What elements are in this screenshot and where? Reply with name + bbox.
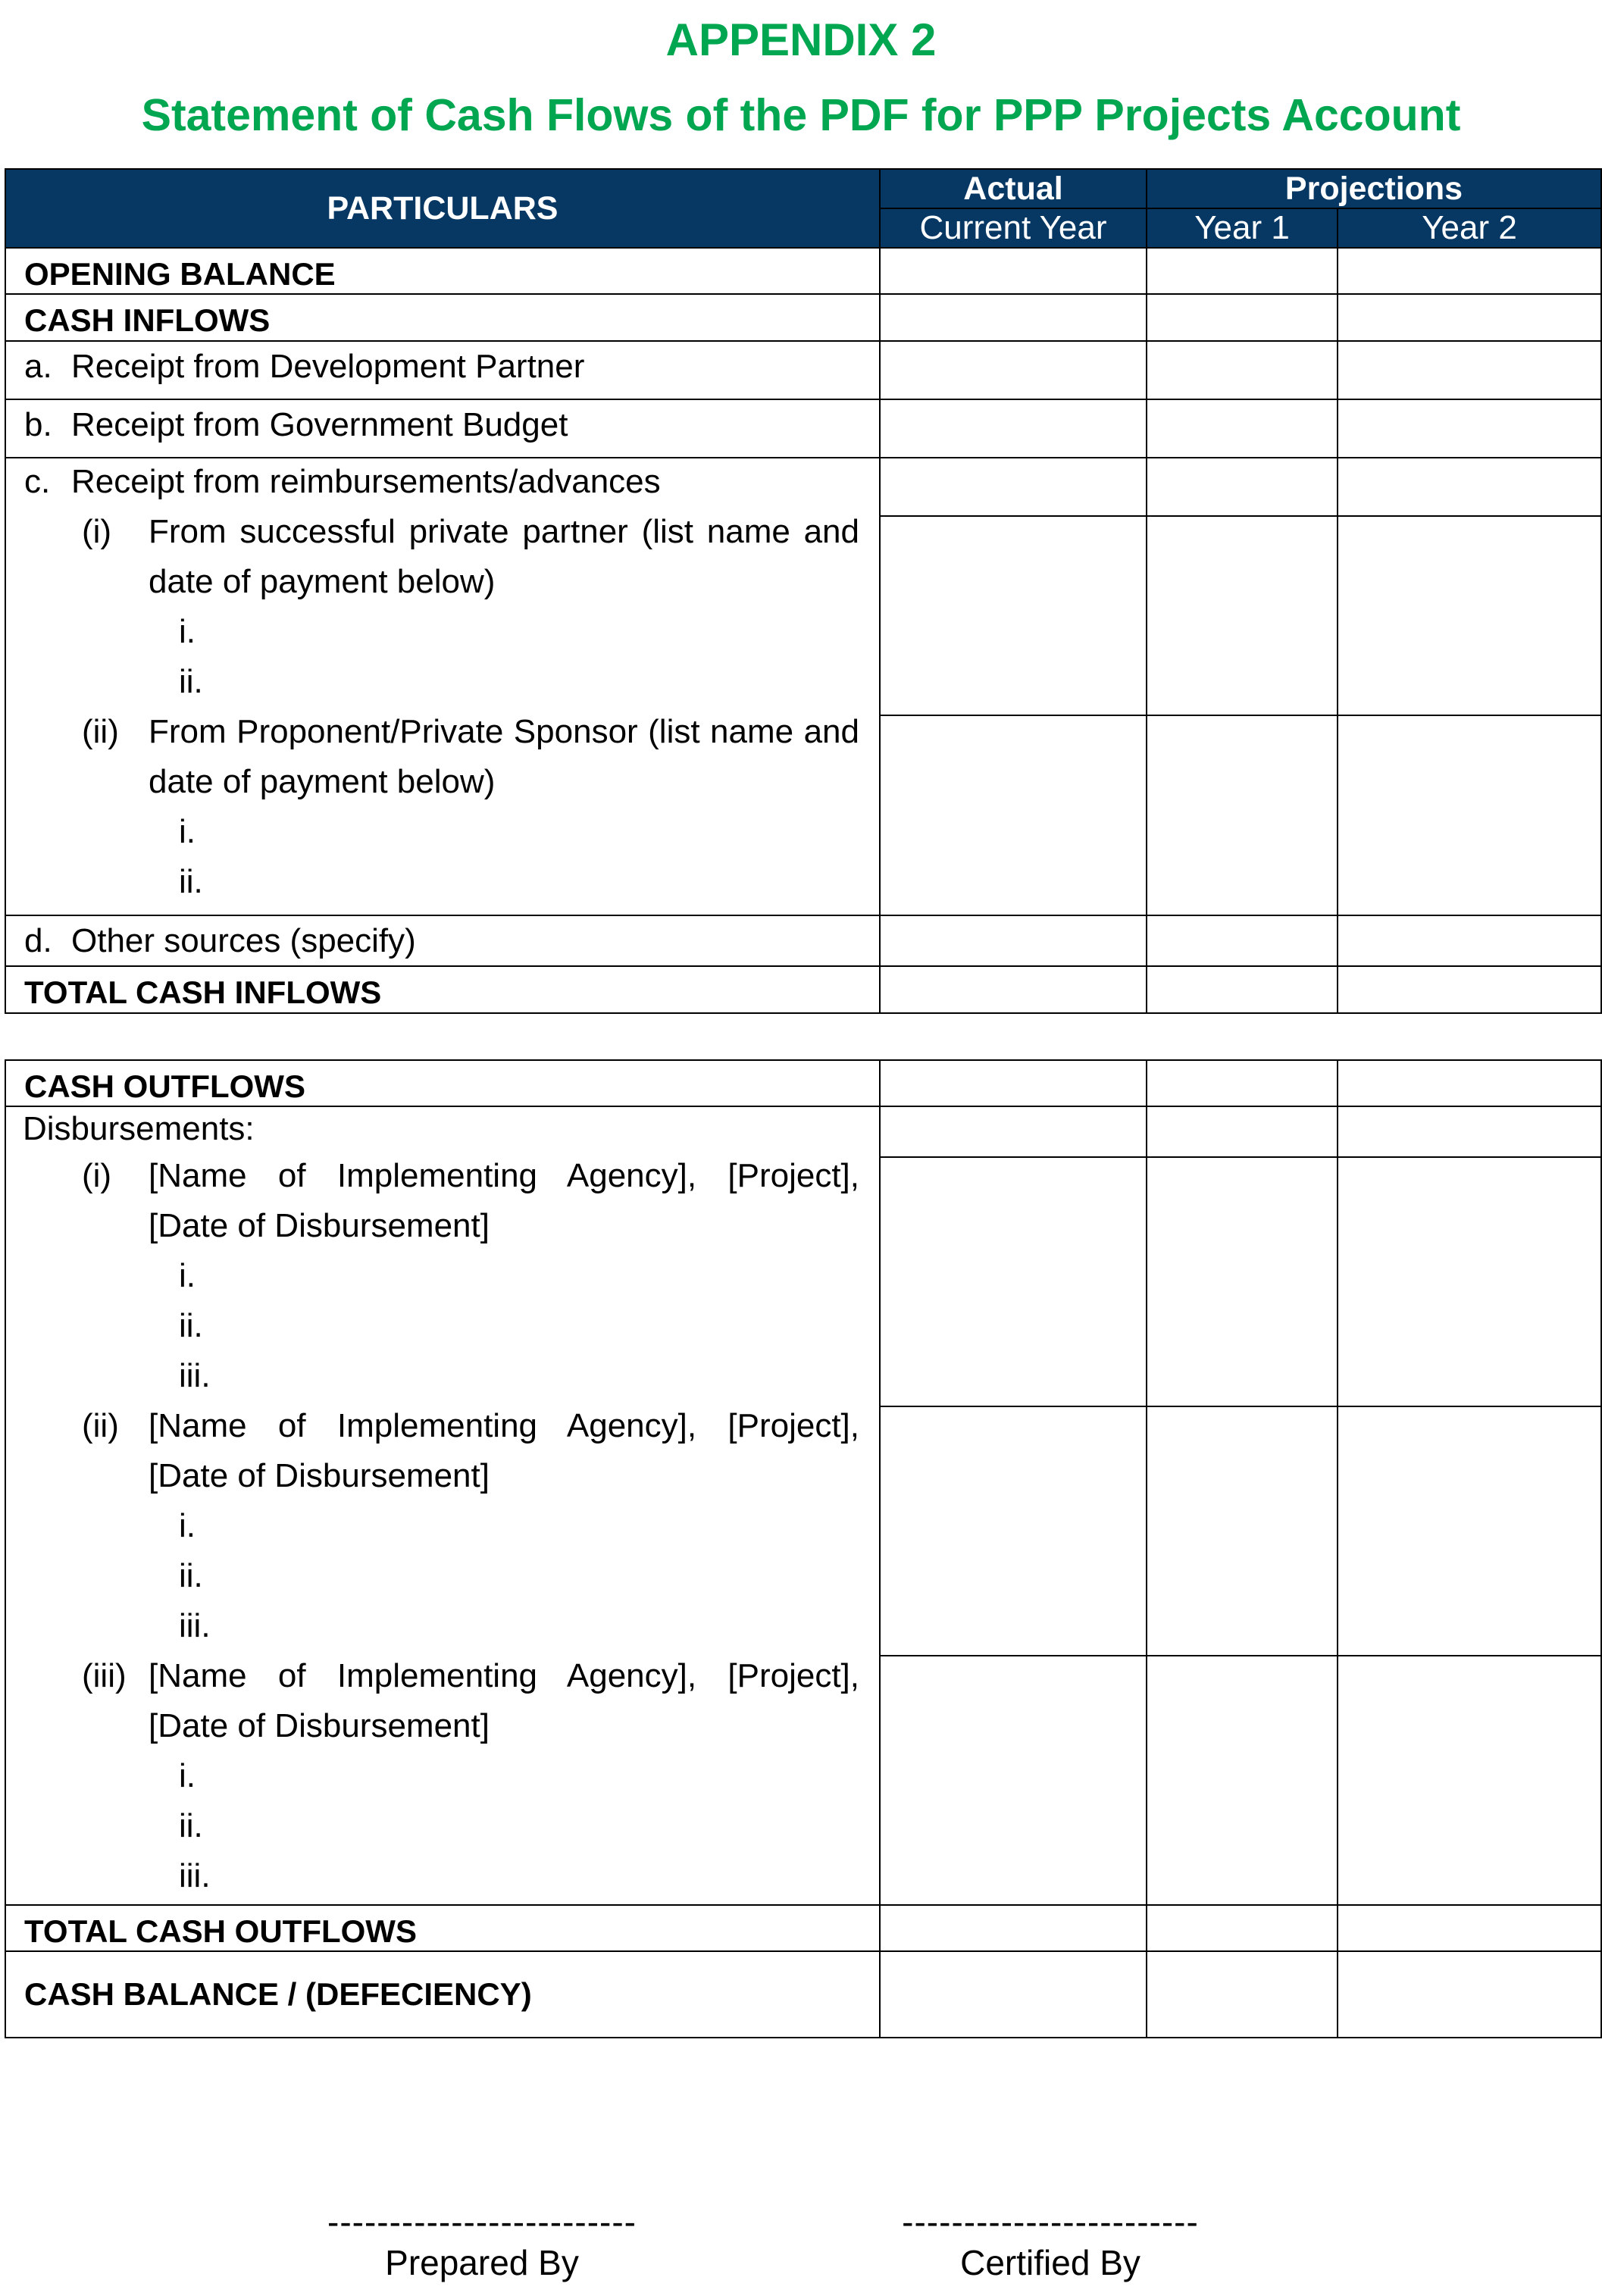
cash-balance-label: CASH BALANCE / (DEFECIENCY): [5, 1951, 880, 2038]
input-cell[interactable]: [1338, 341, 1601, 399]
row-label: Receipt from Government Budget: [71, 406, 568, 443]
input-cell[interactable]: [1338, 399, 1601, 458]
input-cell[interactable]: [1147, 248, 1338, 294]
roman-ii: ii.: [179, 1557, 203, 1594]
table-row: [5, 915, 1601, 966]
row-index: d.: [24, 922, 52, 959]
table-row: [5, 458, 1601, 516]
roman-i: i.: [179, 813, 196, 850]
input-cell[interactable]: [880, 966, 1147, 1013]
table-row: [5, 341, 1601, 399]
input-cell[interactable]: [880, 1406, 1147, 1656]
header-actual: Actual: [880, 169, 1147, 208]
successful-partner-item: [6, 507, 879, 607]
input-cell[interactable]: [1338, 1951, 1601, 2038]
table-row: [5, 1951, 1601, 2038]
header-particulars: PARTICULARS: [5, 169, 880, 248]
input-cell[interactable]: [1147, 1905, 1338, 1951]
certified-by-block: [861, 2201, 1240, 2283]
input-cell[interactable]: [880, 1157, 1147, 1406]
receipt-government-budget: [5, 399, 880, 458]
input-cell[interactable]: [1338, 458, 1601, 516]
disbursement-items: [6, 1151, 879, 1901]
disbursements-label: Disbursements:: [23, 1110, 255, 1147]
table-row: [5, 1905, 1601, 1951]
signature-line: ------------------------: [902, 2202, 1199, 2241]
input-cell[interactable]: [880, 1905, 1147, 1951]
roman-ii: ii.: [179, 663, 203, 700]
receipt-reimbursements: [5, 458, 880, 915]
input-cell[interactable]: [880, 1951, 1147, 2038]
row-label: Other sources (specify): [71, 922, 416, 959]
statement-title: Statement of Cash Flows of the PDF for PPP Projects Account: [141, 90, 1461, 140]
receipt-development-partner: [5, 341, 880, 399]
roman-i: i.: [179, 1257, 196, 1294]
table-row: [5, 966, 1601, 1013]
input-cell[interactable]: [880, 1656, 1147, 1905]
opening-balance-label: OPENING BALANCE: [5, 248, 880, 294]
input-cell[interactable]: [1147, 516, 1338, 715]
input-cell[interactable]: [880, 294, 1147, 341]
row-label: Receipt from Development Partner: [71, 348, 585, 385]
input-cell[interactable]: [1338, 516, 1601, 715]
input-cell[interactable]: [1147, 1157, 1338, 1406]
row-label: From Proponent/Private Sponsor (list name and date of payment below): [149, 713, 859, 800]
disbursement-item: [6, 1401, 879, 1501]
input-cell[interactable]: [1147, 1060, 1338, 1106]
header-year-2: Year 2: [1338, 208, 1601, 248]
input-cell[interactable]: [1338, 1060, 1601, 1106]
header-projections: Projections: [1147, 169, 1601, 208]
header-current-year: Current Year: [880, 208, 1147, 248]
row-index: (i): [82, 513, 112, 550]
total-cash-outflows-label: TOTAL CASH OUTFLOWS: [5, 1905, 880, 1951]
input-cell[interactable]: [1338, 1656, 1601, 1905]
roman-i: i.: [179, 1757, 196, 1794]
input-cell[interactable]: [1338, 1157, 1601, 1406]
cash-outflows-label: CASH OUTFLOWS: [5, 1060, 880, 1106]
input-cell[interactable]: [1338, 1905, 1601, 1951]
row-index: a.: [24, 348, 52, 385]
row-index: (ii): [82, 713, 119, 750]
roman-i: i.: [179, 613, 196, 650]
certified-by-label: Certified By: [960, 2243, 1140, 2282]
roman-ii: ii.: [179, 863, 203, 900]
row-label: [Name of Implementing Agency], [Project], [Date of Disbursement]: [149, 1407, 859, 1494]
input-cell[interactable]: [1338, 248, 1601, 294]
row-index: b.: [24, 406, 52, 443]
input-cell[interactable]: [1147, 1106, 1338, 1157]
roman-ii: ii.: [179, 1807, 203, 1844]
total-cash-inflows-label: TOTAL CASH INFLOWS: [5, 966, 880, 1013]
input-cell[interactable]: [1338, 915, 1601, 966]
cash-flow-table: [5, 168, 1602, 2038]
roman-iii: iii.: [179, 1357, 211, 1394]
input-cell[interactable]: [880, 915, 1147, 966]
other-sources: [5, 915, 880, 966]
input-cell[interactable]: [1338, 1106, 1601, 1157]
row-label: [Name of Implementing Agency], [Project], [Date of Disbursement]: [149, 1657, 859, 1744]
disbursements-cell: [5, 1106, 880, 1905]
row-index: (iii): [82, 1657, 127, 1694]
input-cell[interactable]: [1338, 715, 1601, 915]
table-row: [5, 248, 1601, 294]
input-cell[interactable]: [1147, 399, 1338, 458]
roman-iii: iii.: [179, 1607, 211, 1644]
roman-iii: iii.: [179, 1857, 211, 1894]
input-cell[interactable]: [880, 1060, 1147, 1106]
table-row: [5, 1060, 1601, 1106]
header-year-1: Year 1: [1147, 208, 1338, 248]
table-row: [5, 1106, 1601, 1157]
input-cell[interactable]: [880, 341, 1147, 399]
section-gap: [5, 1013, 1601, 1060]
input-cell[interactable]: [880, 1106, 1147, 1157]
input-cell[interactable]: [1147, 1951, 1338, 2038]
row-index: (i): [82, 1157, 112, 1194]
input-cell[interactable]: [880, 715, 1147, 915]
input-cell[interactable]: [1338, 1406, 1601, 1656]
input-cell[interactable]: [1338, 294, 1601, 341]
roman-i: i.: [179, 1507, 196, 1544]
row-index: c.: [24, 463, 51, 500]
input-cell[interactable]: [1147, 294, 1338, 341]
table-row: [5, 399, 1601, 458]
input-cell[interactable]: [1147, 458, 1338, 516]
input-cell[interactable]: [1147, 1656, 1338, 1905]
table-row: [5, 294, 1601, 341]
input-cell[interactable]: [880, 399, 1147, 458]
input-cell[interactable]: [880, 516, 1147, 715]
input-cell[interactable]: [1147, 966, 1338, 1013]
row-label: Receipt from reimbursements/advances: [71, 463, 661, 500]
signature-line: -------------------------: [327, 2202, 637, 2241]
input-cell[interactable]: [1147, 341, 1338, 399]
input-cell[interactable]: [1147, 1406, 1338, 1656]
input-cell[interactable]: [880, 458, 1147, 516]
input-cell[interactable]: [1338, 966, 1601, 1013]
prepared-by-block: [293, 2201, 671, 2283]
appendix-title: APPENDIX 2: [665, 14, 937, 65]
prepared-by-label: Prepared By: [385, 2243, 579, 2282]
reimbursements-heading: [24, 463, 879, 501]
disbursement-item: [6, 1151, 879, 1251]
successful-partner-block: [6, 507, 879, 907]
input-cell[interactable]: [1147, 915, 1338, 966]
input-cell[interactable]: [1147, 715, 1338, 915]
input-cell[interactable]: [880, 248, 1147, 294]
cash-inflows-label: CASH INFLOWS: [5, 294, 880, 341]
roman-ii: ii.: [179, 1307, 203, 1344]
proponent-sponsor-item: [6, 707, 879, 807]
disbursement-item: [6, 1651, 879, 1751]
row-index: (ii): [82, 1407, 119, 1444]
row-label: From successful private partner (list name and date of payment below): [149, 513, 859, 600]
row-label: [Name of Implementing Agency], [Project], [Date of Disbursement]: [149, 1157, 859, 1244]
